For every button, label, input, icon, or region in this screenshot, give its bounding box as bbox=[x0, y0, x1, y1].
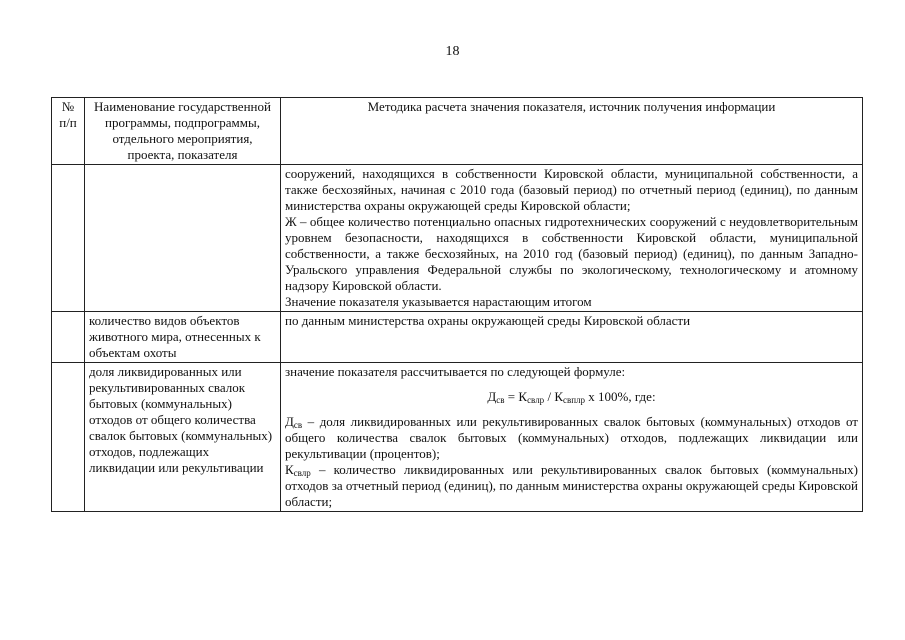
formula-k1-sub: свлр bbox=[527, 395, 545, 405]
formula-k2: К bbox=[554, 389, 563, 404]
table-header-row bbox=[52, 98, 863, 165]
table-row bbox=[52, 312, 863, 363]
row2-num-cell bbox=[52, 312, 85, 363]
header-num: № п/п bbox=[52, 98, 85, 165]
row3-intro: значение показателя рассчитывается по следующей формуле: bbox=[285, 364, 626, 379]
row3-name-cell: доля ликвидированных или рекультивированных свалок бытовых (коммунальных) отходов от общего количества свалок бытовых (коммунальных) отходов, подлежащих ликвидации или рекультивации bbox=[85, 363, 281, 512]
table-row bbox=[52, 165, 863, 312]
def2-text: – количество ликвидированных или рекультивированных свалок бытовых (коммунальных) отходов за отчетный период (единиц), по данным министерства охраны окружающей среды Кировской области; bbox=[285, 462, 858, 509]
formula-lhs: Д bbox=[487, 389, 497, 404]
formula-k2-sub: свплр bbox=[562, 395, 586, 405]
formula-eq: = bbox=[504, 389, 519, 404]
header-method: Методика расчета значения показателя, источник получения информации bbox=[281, 98, 863, 165]
formula-div: / bbox=[544, 389, 555, 404]
indicator-table bbox=[51, 97, 863, 512]
def1-text: – доля ликвидированных или рекультивированных свалок бытовых (коммунальных) отходов от общего количества свалок бытовых (коммунальных) отходов, подлежащих ликвидации или рекультивации (процентов); bbox=[285, 414, 858, 461]
row2-name-cell: количество видов объектов животного мира, отнесенных к объектам охоты bbox=[85, 312, 281, 363]
row1-method-paragraph: Ж – общее количество потенциально опасных гидротехнических сооружений с неудовлетворительным уровнем безопасности, находящихся в собственности Кировской области, муниципальной собственности, а также бесхозяйных, на 2010 год (базовый период) (единиц), по данным Западно-Уральского управления Федеральной службы по экологическому, технологическому и атомному надзору Кировской области. bbox=[285, 214, 858, 293]
table-row bbox=[52, 363, 863, 512]
row1-num-cell bbox=[52, 165, 85, 312]
def2-symbol: К bbox=[285, 462, 294, 477]
header-name: Наименование государственной программы, подпрограммы, отдельного мероприятия, проекта, показателя bbox=[85, 98, 281, 165]
row2-method-cell: по данным министерства охраны окружающей среды Кировской области bbox=[281, 312, 863, 363]
page-number: 18 bbox=[445, 44, 460, 59]
def1-symbol: Д bbox=[285, 414, 294, 429]
row1-method-paragraph: Значение показателя указывается нарастающим итогом bbox=[285, 294, 592, 309]
def2-symbol-sub: свлр bbox=[293, 468, 311, 478]
formula-k1: К bbox=[518, 389, 528, 404]
row3-definition-1 bbox=[285, 414, 858, 462]
row1-method-cell bbox=[281, 165, 863, 312]
formula-lhs-sub: св bbox=[496, 395, 505, 405]
row3-definition-2 bbox=[285, 462, 858, 510]
formula-tail: х 100%, где: bbox=[585, 389, 656, 404]
row1-method-paragraph: сооружений, находящихся в собственности Кировской области, муниципальной собственности, а также бесхозяйных, начиная с 2010 года (базовый период) по отчетный период (единиц), по данным министерства охраны окружающей среды Кировской области; bbox=[285, 166, 858, 213]
row3-method-cell bbox=[281, 363, 863, 512]
row3-num-cell bbox=[52, 363, 85, 512]
row1-name-cell bbox=[85, 165, 281, 312]
def1-symbol-sub: св bbox=[293, 420, 303, 430]
row3-formula bbox=[285, 389, 858, 405]
